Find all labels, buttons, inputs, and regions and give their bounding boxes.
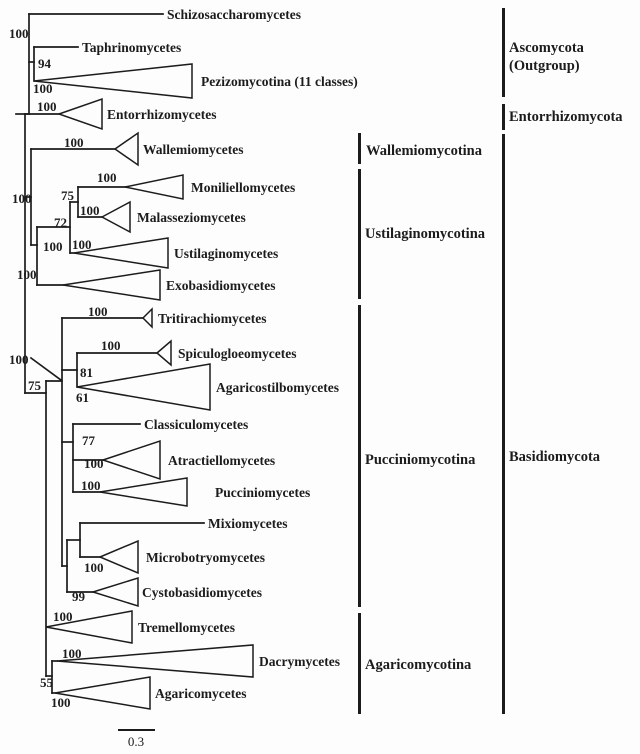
taxon-label: Microbotryomycetes [146,550,265,565]
clade-label-ascomycota: Ascomycota [509,40,584,56]
clade-label-entorrhizomycota: Entorrhizomycota [509,109,623,125]
clade-label-ascomycota: (Outgroup) [509,58,580,74]
taxon-label: Taphrinomycetes [82,40,182,55]
support-value: 100 [84,560,104,575]
support-value: 94 [38,56,51,71]
support-value: 75 [61,188,74,203]
support-value: 100 [81,478,101,493]
clade-label-wallemiomycotina: Wallemiomycotina [366,143,482,159]
clade-bar-ascomycota [502,8,505,97]
clade-label-ustilaginomycotina: Ustilaginomycotina [365,226,486,242]
clade-bar-wallemiomycotina [358,133,361,164]
support-value: 100 [33,81,53,96]
taxon-label: Pucciniomycetes [215,485,311,500]
taxon-label: Entorrhizomycetes [107,107,217,122]
clade-bar-entorrhizomycota [502,104,505,130]
taxon-label: Atractiellomycetes [168,453,276,468]
support-value: 100 [88,304,108,319]
taxon-label: Schizosaccharomycetes [167,7,301,22]
taxon-label: Wallemiomycetes [143,142,244,157]
support-value: 100 [9,352,29,367]
taxon-label: Mixiomycetes [208,516,288,531]
support-value: 100 [17,267,37,282]
support-value: 100 [53,609,73,624]
support-value: 100 [101,338,121,353]
support-value: 81 [80,365,93,380]
taxon-label: Ustilaginomycetes [174,246,279,261]
support-value: 61 [76,390,89,405]
taxon-label: Dacrymycetes [259,654,340,669]
clade-label-agaricomycotina: Agaricomycotina [365,657,472,673]
taxon-label: Exobasidiomycetes [166,278,276,293]
taxon-label: Pezizomycotina (11 classes) [201,74,358,89]
taxon-label: Tremellomycetes [138,620,235,635]
support-value: 100 [80,203,100,218]
clade-label-basidiomycota: Basidiomycota [509,449,601,465]
taxon-label: Agaricostilbomycetes [216,380,339,395]
taxon-label: Agaricomycetes [155,686,247,701]
support-value: 100 [72,237,92,252]
support-value: 72 [54,215,67,230]
support-value: 100 [62,646,82,661]
scale-bar-value: 0.3 [127,734,145,749]
taxon-label: Spiculogloeomycetes [178,346,297,361]
support-value: 77 [82,433,95,448]
clade-bar-pucciniomycotina [358,305,361,607]
support-value: 100 [9,26,29,41]
support-value: 100 [43,239,63,254]
taxon-label: Cystobasidiomycetes [142,585,262,600]
taxon-label: Tritirachiomycetes [158,311,267,326]
clade-bar-ustilaginomycotina [358,169,361,299]
support-value: 100 [12,191,32,206]
support-value: 100 [84,456,104,471]
support-value: 100 [97,170,117,185]
clade-bar-agaricomycotina [358,613,361,714]
support-value: 100 [64,135,84,150]
taxon-label: Classiculomycetes [144,417,249,432]
clade-bar-basidiomycota [502,134,505,714]
taxon-label: Moniliellomycetes [191,180,296,195]
taxon-label: Malasseziomycetes [137,210,246,225]
support-value: 100 [51,695,71,710]
clade-label-pucciniomycotina: Pucciniomycotina [365,452,476,468]
support-value: 55 [40,675,53,690]
support-value: 100 [37,99,57,114]
support-value: 75 [28,378,41,393]
support-value: 99 [72,589,85,604]
